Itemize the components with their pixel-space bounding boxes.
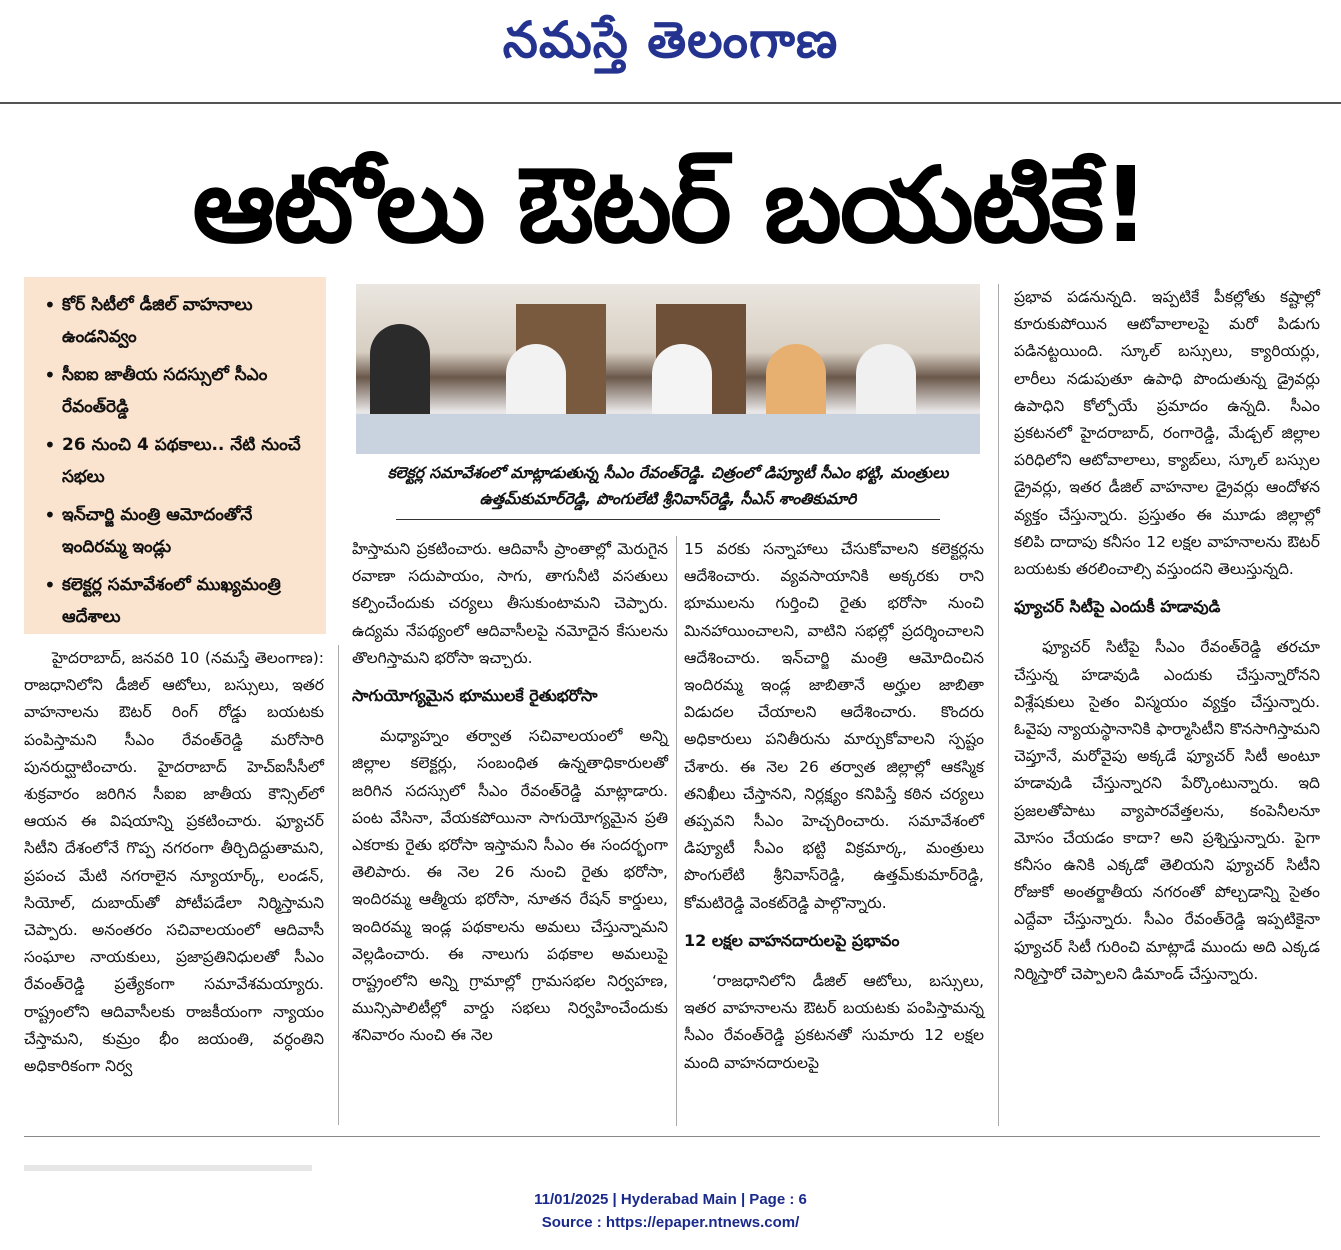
headline: ఆటోలు ఔటర్ బయటికే! <box>192 144 1148 266</box>
highlights-box <box>24 277 326 634</box>
highlight-text: కోర్ సిటీలో డీజిల్ వాహనాలు ఉండనివ్వం <box>62 295 253 347</box>
highlight-item <box>44 359 318 423</box>
article-paragraph: మధ్యాహ్నం తర్వాత సచివాలయంలో అన్ని జిల్లాల కలెక్టర్లు, సంబంధిత ఉన్నతాధికారులతో జరిగిన సదస్సులో సీఎం రేవంత్‌రెడ్డి మాట్లాడారు. పంట వేసినా, వేయకపోయినా సాగుయోగ్యమైన ప్రతి ఎకరాకు రైతు భరోసా ఇస్తామని సీఎం ఈ సందర్భంగా తెలిపారు. ఈ నెల 26 నుంచి రైతు భరోసా, ఇందిరమ్మ ఆత్మీయ భరోసా, నూతన రేషన్ కార్డులు, ఇందిరమ్మ ఇండ్ల పథకాలను అమలు చేస్తున్నామని వెల్లడించారు. ఈ నాలుగు పథకాల అమలుపై రాష్ట్రంలోని అన్ని గ్రామాల్లో గ్రామసభల నిర్వహణ, మున్సిపాలిటీల్లో వార్డు సభలు నిర్వహించేందుకు శనివారం నుంచి ఈ నెల <box>352 727 668 1045</box>
page-footer <box>0 1188 1341 1234</box>
meeting-photo <box>356 284 980 454</box>
photo-caption: కలెక్టర్ల సమావేశంలో మాట్లాడుతున్న సీఎం రేవంత్‌రెడ్డి. చిత్రంలో డిప్యూటీ సీఎం భట్టి, మంత్రులు ఉత్తమ్‌కుమార్‌రెడ్డి, పొంగులేటి శ్రీనివాస్‌రెడ్డి, సీఎస్ శాంతికుమారి <box>387 464 949 508</box>
bullet-icon: • <box>44 293 56 317</box>
article-end-divider <box>24 1136 1320 1137</box>
bullet-icon: • <box>44 573 56 597</box>
article-column-3 <box>684 536 984 1077</box>
next-article-band <box>24 1165 312 1171</box>
highlight-item <box>44 429 318 493</box>
article-paragraph: ‘రాజధానిలోని డీజిల్ ఆటోలు, బస్సులు, ఇతర వాహనాలను ఔటర్ బయటకు పంపిస్తామన్న సీఎం రేవంత్‌రెడ్డి ప్రకటనతో సుమారు 12 లక్షల మంది వాహనదారులపై <box>684 972 984 1072</box>
highlight-text: సీఐఐ జాతీయ సదస్సులో సీఎం రేవంత్‌రెడ్డి <box>62 365 268 417</box>
edition-info: 11/01/2025 | Hyderabad Main | Page : 6 <box>534 1191 807 1208</box>
highlight-item <box>44 499 318 563</box>
article-paragraph: 15 వరకు సన్నాహాలు చేసుకోవాలని కలెక్టర్లను ఆదేశించారు. వ్యవసాయానికి అక్కరకు రాని భూములను గుర్తించి రైతు భరోసా నుంచి మినహాయించాలని, వాటిని సభల్లో ప్రదర్శించాలని ఆదేశించారు. ఇన్‌చార్జి మంత్రి ఆమోదించిన ఇందిరమ్మ ఇండ్ల జాబితానే అర్హుల జాబితా విడుదల చేయాలని ఆదేశించారు. కొందరు అధికారులు పనితీరును మార్చుకోవాలని స్పష్టం చేశారు. ఈ నెల 26 తర్వాత జిల్లాల్లో ఆకస్మిక తనిఖీలు చేస్తానని, నిర్లక్ష్యం కనిపిస్తే కఠిన చర్యలు తప్పవని సీఎం హెచ్చరించారు. సమావేశంలో డిప్యూటీ సీఎం భట్టి విక్రమార్క, మంత్రులు పొంగులేటి శ్రీనివాస్‌రెడ్డి, ఉత్తమ్‌కుమార్‌రెడ్డి, కోమటిరెడ్డి వెంకట్‌రెడ్డి పాల్గొన్నారు. <box>684 540 984 912</box>
column-divider <box>676 536 677 1126</box>
next-article-headline-cropped <box>1082 1160 1112 1170</box>
highlight-text: ఇన్‌చార్జి మంత్రి ఆమోదంతోనే ఇందిరమ్మ ఇండ్లు <box>62 505 253 557</box>
subheading: సాగుయోగ్యమైన భూములకే రైతుభరోసా <box>352 686 598 706</box>
column-divider <box>998 284 999 1126</box>
bullet-icon: • <box>44 363 56 387</box>
article-column-4 <box>1014 284 1320 988</box>
highlight-item <box>44 289 318 353</box>
article-paragraph: హిస్తామని ప్రకటించారు. ఆదివాసీ ప్రాంతాల్లో మెరుగైన రవాణా సదుపాయం, సాగు, తాగునీటి వసతులు కల్పించేందుకు చర్యలు తీసుకుంటామని చెప్పారు. ఉద్యమ నేపథ్యంలో ఆదివాసీలపై నమోదైన కేసులను తొలగిస్తామని భరోసా ఇచ్చారు. <box>352 540 668 667</box>
caption-divider <box>396 519 940 520</box>
article-column-1 <box>24 645 324 1080</box>
highlight-text: 26 నుంచి 4 పథకాలు.. నేటి నుంచే సభలు <box>62 435 301 487</box>
article-paragraph: ఫ్యూచర్ సిటీపై సీఎం రేవంత్‌రెడ్డి తరచూ చేస్తున్న హడావుడి ఎందుకు చేస్తున్నారోనని విశ్లేషకులు సైతం విస్మయం వ్యక్తం చేస్తున్నారు. ఓవైపు న్యాయస్థానానికి ఫార్మాసిటీని కొనసాగిస్తామని చెప్తూనే, మరోవైపు అక్కడే ఫ్యూచర్ సిటీ అంటూ హడావుడి చేస్తున్నారని పేర్కొంటున్నారు. ఇది ప్రజలతోపాటు వ్యాపారవేత్తలను, కంపెనీలనూ మోసం చేయడం కాదా? అని ప్రశ్నిస్తున్నారు. పైగా కనీసం ఉనికి ఎక్కడో తెలియని ఫ్యూచర్ సిటీని రోజుకో అంతర్జాతీయ నగరంతో పోల్చడాన్ని సైతం ఎద్దేవా చేస్తున్నారు. సీఎం రేవంత్‌రెడ్డి ఇప్పటికైనా ఫ్యూచర్ సిటీ గురించి మాట్లాడే ముందు అది ఎక్కడ నిర్మిస్తారో చెప్పాలని డిమాండ్ చేస్తున్నారు. <box>1014 638 1320 983</box>
highlight-item <box>44 569 318 633</box>
masthead-divider <box>0 102 1341 104</box>
masthead-logo: నమస్తే తెలంగాణ <box>502 11 839 69</box>
bullet-icon: • <box>44 503 56 527</box>
photo-table <box>356 414 980 454</box>
subheading: ఫ్యూచర్ సిటీపై ఎందుకీ హడావుడి <box>1014 597 1221 617</box>
bullet-icon: • <box>44 433 56 457</box>
article-paragraph: ప్రభావ పడనున్నది. ఇప్పటికే పీకల్లోతు కష్టాల్లో కూరుకుపోయిన ఆటోవాలాలపై మరో పిడుగు పడినట్టయింది. స్కూల్ బస్సులు, క్యారియర్లు, లారీలు నడుపుతూ ఉపాధి పొందుతున్న డ్రైవర్లు ఉపాధిని కోల్పోయే ప్రమాదం ఉన్నది. సీఎం ప్రకటనలో హైదరాబాద్, రంగారెడ్డి, మేడ్చల్ జిల్లాల పరిధిలోని ఆటోవాలాలు, క్యాబ్‌లు, స్కూల్ బస్సుల డ్రైవర్లు, ఇతర డీజిల్ వాహనాల డ్రైవర్లు ఆందోళన వ్యక్తం చేస్తున్నారు. ప్రస్తుతం ఈ మూడు జిల్లాల్లో కలిపి దాదాపు కనీసం 12 లక్షల వాహనాలను ఔటర్ బయటకు తరలించాల్సి వస్తుందని తెలుస్తున్నది. <box>1014 288 1320 579</box>
article-paragraph: హైదరాబాద్, జనవరి 10 (నమస్తే తెలంగాణ): రాజధానిలోని డీజిల్ ఆటోలు, బస్సులు, ఇతర వాహనాలను ఔటర్ రింగ్ రోడ్డు బయటకు పంపిస్తామని సీఎం రేవంత్‌రెడ్డి మరోసారి పునరుద్ఘాటించారు. హైదరాబాద్ హెచ్ఐసీసీలో శుక్రవారం జరిగిన సీఐఐ జాతీయ కౌన్సిల్‌లో ఆయన ఈ విషయాన్ని ప్రకటించారు. ఫ్యూచర్ సిటీని దేశంలోనే గొప్ప నగరంగా తీర్చిదిద్దుతామని, ప్రపంచ మేటి నగరాలైన న్యూయార్క్, లండన్, సియోల్, దుబాయ్‌తో పోటీపడేలా నిర్మిస్తామని చెప్పారు. అనంతరం సచివాలయంలో ఆదివాసీ సంఘాల నాయకులు, ప్రజాప్రతినిధులతో సీఎం రేవంత్‌రెడ్డి ప్రత్యేకంగా సమావేశమయ్యారు. రాష్ట్రంలోని ఆదివాసీలకు రాజకీయంగా న్యాయం చేస్తామని, కుమ్రం భీం జయంతి, వర్ధంతిని అధికారికంగా నిర్వ <box>24 649 324 1076</box>
subheading: 12 లక్షల వాహనదారులపై ప్రభావం <box>684 930 900 950</box>
column-divider <box>338 645 339 1125</box>
next-article-headline-cropped <box>392 1160 1112 1170</box>
highlight-text: కలెక్టర్ల సమావేశంలో ముఖ్యమంత్రి ఆదేశాలు <box>62 575 281 627</box>
article-column-2 <box>352 536 668 1050</box>
source-link[interactable]: Source : https://epaper.ntnews.com/ <box>541 1214 800 1231</box>
